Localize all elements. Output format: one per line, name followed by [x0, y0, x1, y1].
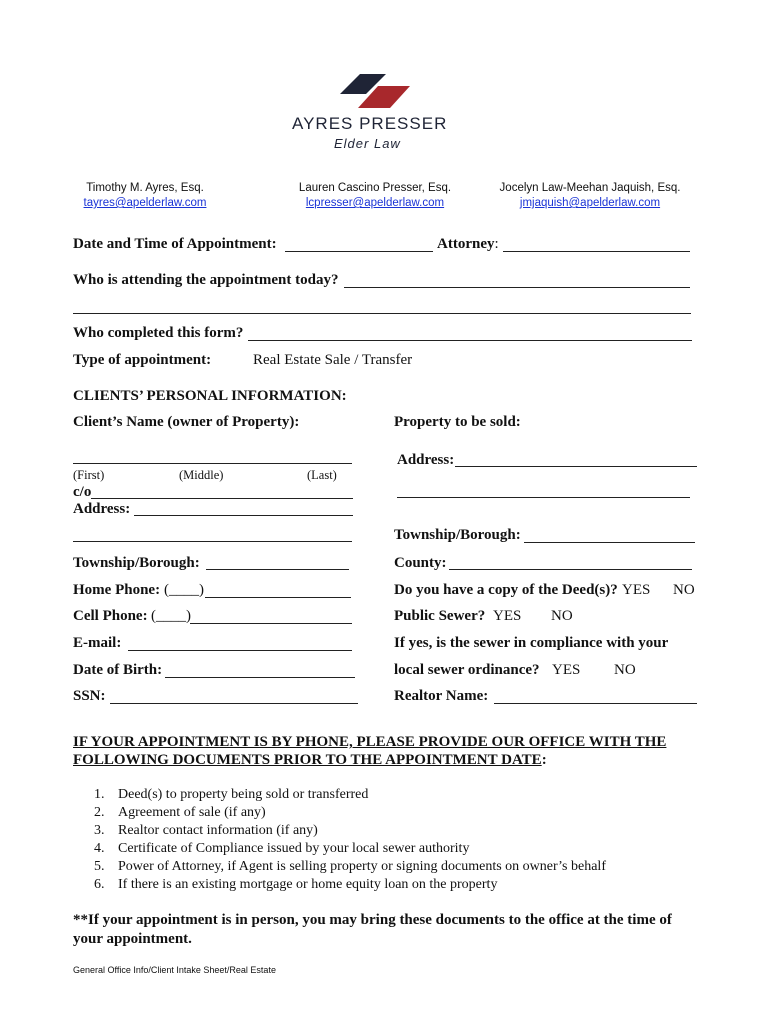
first-label: (First)	[73, 468, 105, 482]
list-number: 1.	[94, 787, 105, 802]
list-item	[94, 804, 606, 822]
list-text: Agreement of sale (if any)	[118, 805, 266, 820]
attorney-3	[490, 182, 690, 209]
documents-heading-line2-wrap	[73, 751, 703, 769]
type-label: Type of appointment:	[73, 352, 212, 368]
property-address-field[interactable]	[455, 466, 697, 467]
co-label: c/o	[73, 484, 92, 500]
list-item	[94, 786, 606, 804]
dob-field[interactable]	[165, 677, 355, 678]
attorney-1	[60, 182, 230, 209]
documents-heading-line2: FOLLOWING DOCUMENTS PRIOR TO THE APPOINTMENT DATE	[73, 752, 542, 768]
footer-text: General Office Info/Client Intake Sheet/Real Estate	[73, 965, 276, 975]
property-address-label: Address:	[397, 452, 455, 468]
documents-heading-line1: IF YOUR APPOINTMENT IS BY PHONE, PLEASE PROVIDE OUR OFFICE WITH THE	[73, 734, 667, 750]
realtor-label: Realtor Name:	[394, 688, 489, 704]
email-field[interactable]	[128, 650, 352, 651]
home-phone-paren: (____)	[164, 582, 204, 598]
attorney-name: Timothy M. Ayres, Esq.	[86, 182, 204, 194]
county-field[interactable]	[449, 569, 692, 570]
middle-label: (Middle)	[179, 468, 224, 482]
date-time-field[interactable]	[285, 251, 433, 252]
attorney-email-link[interactable]: jmjaquish@apelderlaw.com	[519, 197, 661, 209]
ssn-field[interactable]	[110, 703, 358, 704]
cell-phone-label: Cell Phone:	[73, 608, 148, 624]
completed-label: Who completed this form?	[73, 325, 244, 341]
attorney-field[interactable]	[503, 251, 690, 252]
deed-question: Do you have a copy of the Deed(s)?	[394, 582, 618, 598]
completed-field[interactable]	[248, 340, 692, 341]
list-number: 4.	[94, 841, 105, 856]
list-text: If there is an existing mortgage or home equity loan on the property	[118, 877, 498, 892]
sewer-question: Public Sewer?	[394, 608, 486, 624]
list-text: Certificate of Compliance issued by your local sewer authority	[118, 841, 470, 856]
logo-tagline: Elder Law	[334, 136, 401, 151]
ssn-label: SSN:	[73, 688, 106, 704]
deed-yes-option[interactable]: YES	[622, 582, 651, 598]
list-item	[94, 876, 606, 894]
client-name-label: Client’s Name (owner of Property):	[73, 414, 300, 430]
list-text: Realtor contact information (if any)	[118, 823, 318, 838]
property-label: Property to be sold:	[394, 414, 521, 430]
client-township-label: Township/Borough:	[73, 555, 200, 571]
property-township-field[interactable]	[524, 542, 695, 543]
list-item	[94, 822, 606, 840]
list-number: 6.	[94, 877, 105, 892]
property-address-field-line2[interactable]	[397, 497, 690, 498]
attending-field-line2[interactable]	[73, 313, 691, 314]
list-number: 3.	[94, 823, 105, 838]
compliance-yes-option[interactable]: YES	[552, 662, 581, 678]
list-text: Deed(s) to property being sold or transferred	[118, 787, 369, 802]
logo-mark-icon	[338, 72, 416, 110]
logo	[290, 72, 460, 157]
attorney-label: Attorney	[437, 236, 495, 252]
client-name-field[interactable]	[73, 463, 352, 464]
attorney-email-link[interactable]: tayres@apelderlaw.com	[83, 197, 207, 209]
co-field[interactable]	[91, 498, 353, 499]
attorney-email-link[interactable]: lcpresser@apelderlaw.com	[305, 197, 445, 209]
documents-heading	[73, 733, 703, 769]
attorney-label-wrap	[437, 236, 499, 253]
list-number: 5.	[94, 859, 105, 874]
attorney-2	[290, 182, 460, 209]
compliance-no-option[interactable]: NO	[614, 662, 636, 678]
logo-brand: AYRES PRESSER	[292, 114, 448, 133]
client-address-field[interactable]	[134, 515, 353, 516]
documents-heading-colon: :	[541, 752, 547, 768]
attorney-colon: :	[494, 236, 499, 252]
client-address-field-line2[interactable]	[73, 541, 352, 542]
deed-no-option[interactable]: NO	[673, 582, 695, 598]
cell-phone-field[interactable]	[190, 623, 352, 624]
documents-list	[94, 786, 606, 894]
realtor-field[interactable]	[494, 703, 697, 704]
attending-field[interactable]	[344, 287, 690, 288]
last-label: (Last)	[307, 468, 337, 482]
attorney-name: Jocelyn Law-Meehan Jaquish, Esq.	[499, 182, 681, 194]
section-title: CLIENTS’ PERSONAL INFORMATION:	[73, 388, 347, 404]
county-label: County:	[394, 555, 447, 571]
compliance-question-line2: local sewer ordinance?	[394, 662, 540, 678]
list-item	[94, 858, 606, 876]
sewer-yes-option[interactable]: YES	[493, 608, 522, 624]
dob-label: Date of Birth:	[73, 662, 163, 678]
cell-phone-paren: (____)	[151, 608, 191, 624]
email-label: E-mail:	[73, 635, 122, 651]
list-item	[94, 840, 606, 858]
attending-label: Who is attending the appointment today?	[73, 272, 339, 288]
home-phone-label: Home Phone:	[73, 582, 161, 598]
property-township-label: Township/Borough:	[394, 527, 521, 543]
type-value: Real Estate Sale / Transfer	[253, 352, 413, 368]
home-phone-field[interactable]	[205, 597, 351, 598]
in-person-note: **If your appointment is in person, you may bring these documents to the office at the time of your appointment.	[73, 912, 672, 947]
client-address-label: Address:	[73, 501, 131, 517]
client-township-field[interactable]	[206, 569, 349, 570]
compliance-question-line1: If yes, is the sewer in compliance with your	[394, 635, 669, 651]
date-time-label: Date and Time of Appointment:	[73, 236, 277, 252]
attorney-name: Lauren Cascino Presser, Esq.	[298, 182, 452, 194]
sewer-no-option[interactable]: NO	[551, 608, 573, 624]
list-text: Power of Attorney, if Agent is selling property or signing documents on owner’s behalf	[118, 859, 606, 874]
list-number: 2.	[94, 805, 105, 820]
